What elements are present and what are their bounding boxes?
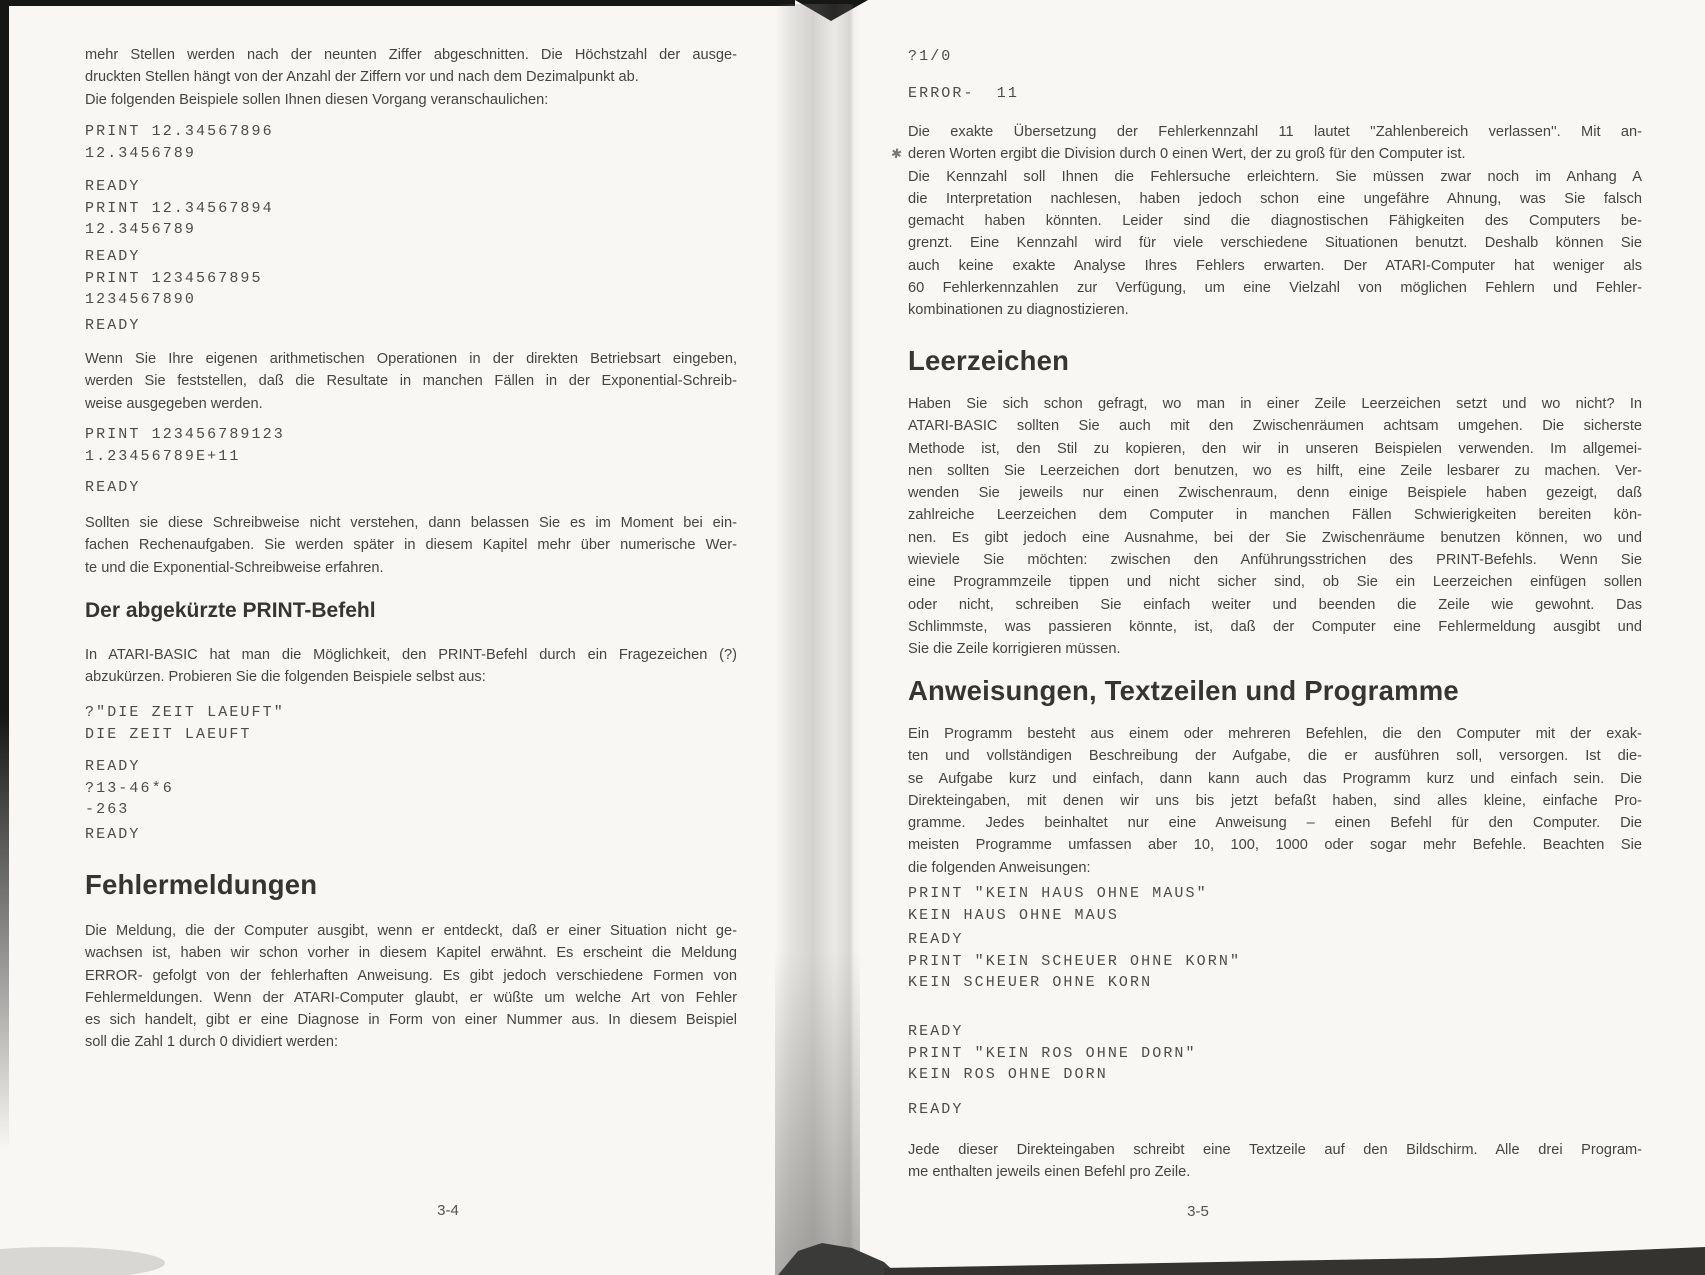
code-line: 12.3456789: [85, 144, 197, 162]
binding-shadow: [775, 4, 860, 1275]
code-line: PRINT 12.34567896: [85, 123, 274, 140]
code-line: READY: [85, 178, 141, 195]
section-heading: Fehlermeldungen: [85, 869, 318, 900]
text-line: Wenn Sie Ihre eigenen arithmetischen Operationen in der direkten Betriebsart eingeben,: [85, 351, 737, 367]
code-line: KEIN ROS OHNE DORN: [908, 1066, 1108, 1084]
text-line: zahlreiche Leerzeichen dem Computer in manchen Fällen Schwierigkeiten bereiten kön-: [908, 507, 1642, 524]
text-line: es sich handelt, gibt er eine Diagnose in Form von einer Nummer aus. In diesem Beispiel: [85, 1012, 737, 1029]
text-line: Sollten sie diese Schreibweise nicht verstehen, dann belassen Sie es im Moment bei ein-: [85, 515, 737, 531]
section-heading: Der abgekürzte PRINT-Befehl: [85, 599, 376, 622]
code-line: 1234567890: [85, 291, 197, 309]
text-line: wieviele Sie möchten: zwischen den Anführungsstrichen des PRINT-Befehls. Wenn Sie: [908, 552, 1642, 569]
text-line: ten und vollständigen Beschreibung der Aufgabe, die er ausführen soll, versorgen. Ist die-: [908, 748, 1642, 765]
paragraph: [908, 723, 1642, 879]
code-line: READY: [85, 758, 141, 775]
code-line: DIE ZEIT LAEUFT: [85, 725, 252, 743]
text-line: weise ausgegeben werden.: [85, 395, 263, 412]
text-line: deren Worten ergibt die Division durch 0 einen Wert, der zu groß für den Computer ist.: [908, 146, 1466, 163]
paragraph: [85, 44, 737, 111]
code-line: ERROR- 11: [908, 85, 1020, 102]
code-block: [908, 83, 1642, 105]
text-line: Haben Sie sich schon gefragt, wo man in einer Zeile Leerzeichen setzt und wo nicht? In: [908, 396, 1642, 412]
code-line: PRINT 1234567895: [85, 269, 263, 287]
text-line: eine Programmzeile tippen und nicht sicher sind, ob Sie ein Leerzeichen einfügen sollen: [908, 574, 1642, 591]
text-line: auch keine exakte Analyse Ihres Fehlers erwarten. Der ATARI-Computer hat weniger als: [908, 257, 1642, 274]
code-block: [85, 424, 737, 467]
code-block: [908, 1021, 1642, 1086]
code-line: READY: [85, 317, 141, 334]
code-block: [908, 883, 1642, 926]
code-line: READY: [85, 479, 141, 496]
text-line: fachen Rechenaufgaben. Sie werden später in diesem Kapitel mehr über numerische Wer-: [85, 537, 737, 554]
code-line: 1.23456789E+11: [85, 447, 241, 465]
code-line: KEIN HAUS OHNE MAUS: [908, 906, 1119, 924]
code-line: PRINT 123456789123: [85, 426, 285, 443]
paragraph: [908, 121, 1642, 322]
code-line: ?1/0: [908, 48, 953, 65]
text-line: Sie die Zeile korrigieren müssen.: [908, 641, 1121, 658]
code-line: KEIN SCHEUER OHNE KORN: [908, 974, 1153, 992]
text-line: Jede dieser Direkteingaben schreibt eine Textzeile auf den Bildschirm. Alle drei Program-: [908, 1142, 1642, 1158]
text-line: kombinationen zu diagnostizieren.: [908, 302, 1129, 319]
code-block: [85, 756, 737, 821]
text-line: 60 Fehlerkennzahlen zur Verfügung, um eine Vielzahl von möglichen Fehlern und Fehler-: [908, 280, 1642, 297]
page-right: [908, 0, 1642, 1275]
text-line: Schlimmste, was passieren könnte, ist, daß der Computer eine Fehlermeldung ausgibt und: [908, 618, 1642, 635]
text-line: Die folgenden Beispiele sollen Ihnen diesen Vorgang veranschaulichen:: [85, 91, 549, 108]
text-line: die Interpretation nachlesen, haben jedoch schon eine ungefähre Ahnung, was Sie falsch: [908, 190, 1642, 207]
page-number: 3-4: [437, 1202, 459, 1219]
text-line: soll die Zahl 1 durch 0 dividiert werden:: [85, 1034, 339, 1051]
code-line: ?"DIE ZEIT LAEUFT": [85, 704, 285, 721]
code-line: READY: [908, 1101, 964, 1118]
text-line: wachsen ist, haben wir schon vorher in diesem Kapitel erwähnt. Es erscheint die Meldung: [85, 945, 737, 962]
text-line: nen. Es gibt jedoch eine Ausnahme, bei der Sie Zwischenräume benutzen können, wo und: [908, 529, 1642, 546]
code-line: READY: [908, 1023, 964, 1040]
code-line: READY: [85, 826, 141, 843]
code-line: PRINT "KEIN SCHEUER OHNE KORN": [908, 952, 1242, 970]
text-line: druckten Stellen hängt von der Anzahl der Ziffern vor und nach dem Dezimalpunkt ab.: [85, 69, 639, 86]
binding-top-notch: [795, 0, 868, 21]
page-number: 3-5: [1187, 1203, 1209, 1220]
code-line: -263: [85, 801, 130, 819]
code-block: [85, 702, 737, 745]
code-block: [85, 477, 737, 499]
text-line: abzukürzen. Probieren Sie die folgenden Beispiele selbst aus:: [85, 669, 486, 686]
text-line: ATARI-BASIC sollten Sie auch mit den Zwischenräumen achtsam umgehen. Die sicherste: [908, 418, 1642, 435]
code-line: 12.3456789: [85, 221, 197, 239]
paragraph: [908, 1139, 1642, 1184]
binding-bottom-wedge: [778, 1243, 898, 1275]
text-line: wenden Sie jeweils nur einen Zwischenraum, denn einige Beispiele haben gezeigt, daß: [908, 485, 1642, 502]
text-line: die folgenden Anweisungen:: [908, 859, 1091, 876]
binding-shadow-bottom: [775, 950, 860, 1275]
text-line: Direkteingaben, mit denen wir uns bis jetzt befaßt haben, sind alles kleine, einfache Pro-: [908, 792, 1642, 809]
paragraph: [85, 348, 737, 415]
page-left: [85, 0, 737, 1275]
text-line: mehr Stellen werden nach der neunten Ziffer abgeschnitten. Die Höchstzahl der ausge-: [85, 47, 737, 63]
code-block: [908, 46, 1642, 68]
code-block: [85, 176, 737, 241]
text-line: meisten Programme umfassen aber 10, 100, 1000 oder sogar mehr Befehle. Beachten Sie: [908, 837, 1642, 854]
text-line: oder nicht, schreiben Sie einfach weiter und beenden die Zeile wie gewohnt. Das: [908, 596, 1642, 613]
text-line: te und die Exponential-Schreibweise erfahren.: [85, 559, 384, 576]
text-line: ERROR- gefolgt von der fehlerhaften Anweisung. Es gibt jedoch verschiedene Formen von: [85, 967, 737, 984]
code-block: [908, 1099, 1642, 1121]
text-line: In ATARI-BASIC hat man die Möglichkeit, den PRINT-Befehl durch ein Fragezeichen (?): [85, 647, 737, 663]
code-line: READY: [85, 248, 141, 265]
code-line: PRINT "KEIN HAUS OHNE MAUS": [908, 885, 1208, 902]
text-line: gemacht haben könnten. Leider sind die diagnostischen Fähigkeiten des Computers be-: [908, 213, 1642, 230]
paragraph: [85, 920, 737, 1054]
code-line: PRINT "KEIN ROS OHNE DORN": [908, 1044, 1197, 1062]
code-line: PRINT 12.34567894: [85, 199, 274, 217]
left-edge-strip: [0, 0, 9, 1150]
code-line: READY: [908, 931, 964, 948]
text-line: nen sollten Sie Leerzeichen dort benutzen, wo es hilft, eine Zeile lesbarer zu machen. Ver-: [908, 462, 1642, 479]
text-line: Fehlermeldungen. Wenn der ATARI-Computer glaubt, er wüßte um welche Art von Fehler: [85, 989, 737, 1006]
paragraph: [908, 393, 1642, 661]
code-block: [85, 824, 737, 846]
section-heading: Leerzeichen: [908, 345, 1070, 376]
paragraph: [85, 512, 737, 579]
code-block: [908, 929, 1642, 994]
text-line: Methode ist, den Stil zu kopieren, den wir in unseren Beispielen verwenden. Im allgemei-: [908, 440, 1642, 457]
text-line: werden Sie feststellen, daß die Resultate in manchen Fällen in der Exponential-Schreib-: [85, 373, 737, 390]
text-line: grenzt. Eine Kennzahl wird für viele verschiedene Situationen benutzt. Deshalb können Sie: [908, 235, 1642, 252]
text-line: Ein Programm besteht aus einem oder mehreren Befehlen, die den Computer mit der exak-: [908, 726, 1642, 742]
text-line: Die Meldung, die der Computer ausgibt, wenn er entdeckt, daß er einer Situation nicht ge-: [85, 923, 737, 939]
code-line: ?13-46*6: [85, 779, 174, 797]
code-block: [85, 121, 737, 164]
paragraph: [85, 644, 737, 689]
text-line: se Aufgabe kurz und einfach, dann kann auch das Programm kurz und einfach sein. Die: [908, 770, 1642, 787]
text-line: Die exakte Übersetzung der Fehlerkennzahl 11 lautet ''Zahlenbereich verlassen''. Mit an-: [908, 124, 1642, 140]
code-block: [85, 246, 737, 311]
section-heading: Anweisungen, Textzeilen und Programme: [908, 675, 1459, 706]
text-line: gramme. Jedes beinhaltet nur eine Anweisung – einen Befehl für den Computer. Die: [908, 815, 1642, 832]
text-line: me enthalten jeweils einen Befehl pro Zeile.: [908, 1164, 1191, 1181]
asterisk-margin-mark: ✱: [890, 145, 903, 162]
text-line: Die Kennzahl soll Ihnen die Fehlersuche erleichtern. Sie müssen zwar noch im Anhang A: [908, 168, 1642, 185]
code-block: [85, 315, 737, 337]
